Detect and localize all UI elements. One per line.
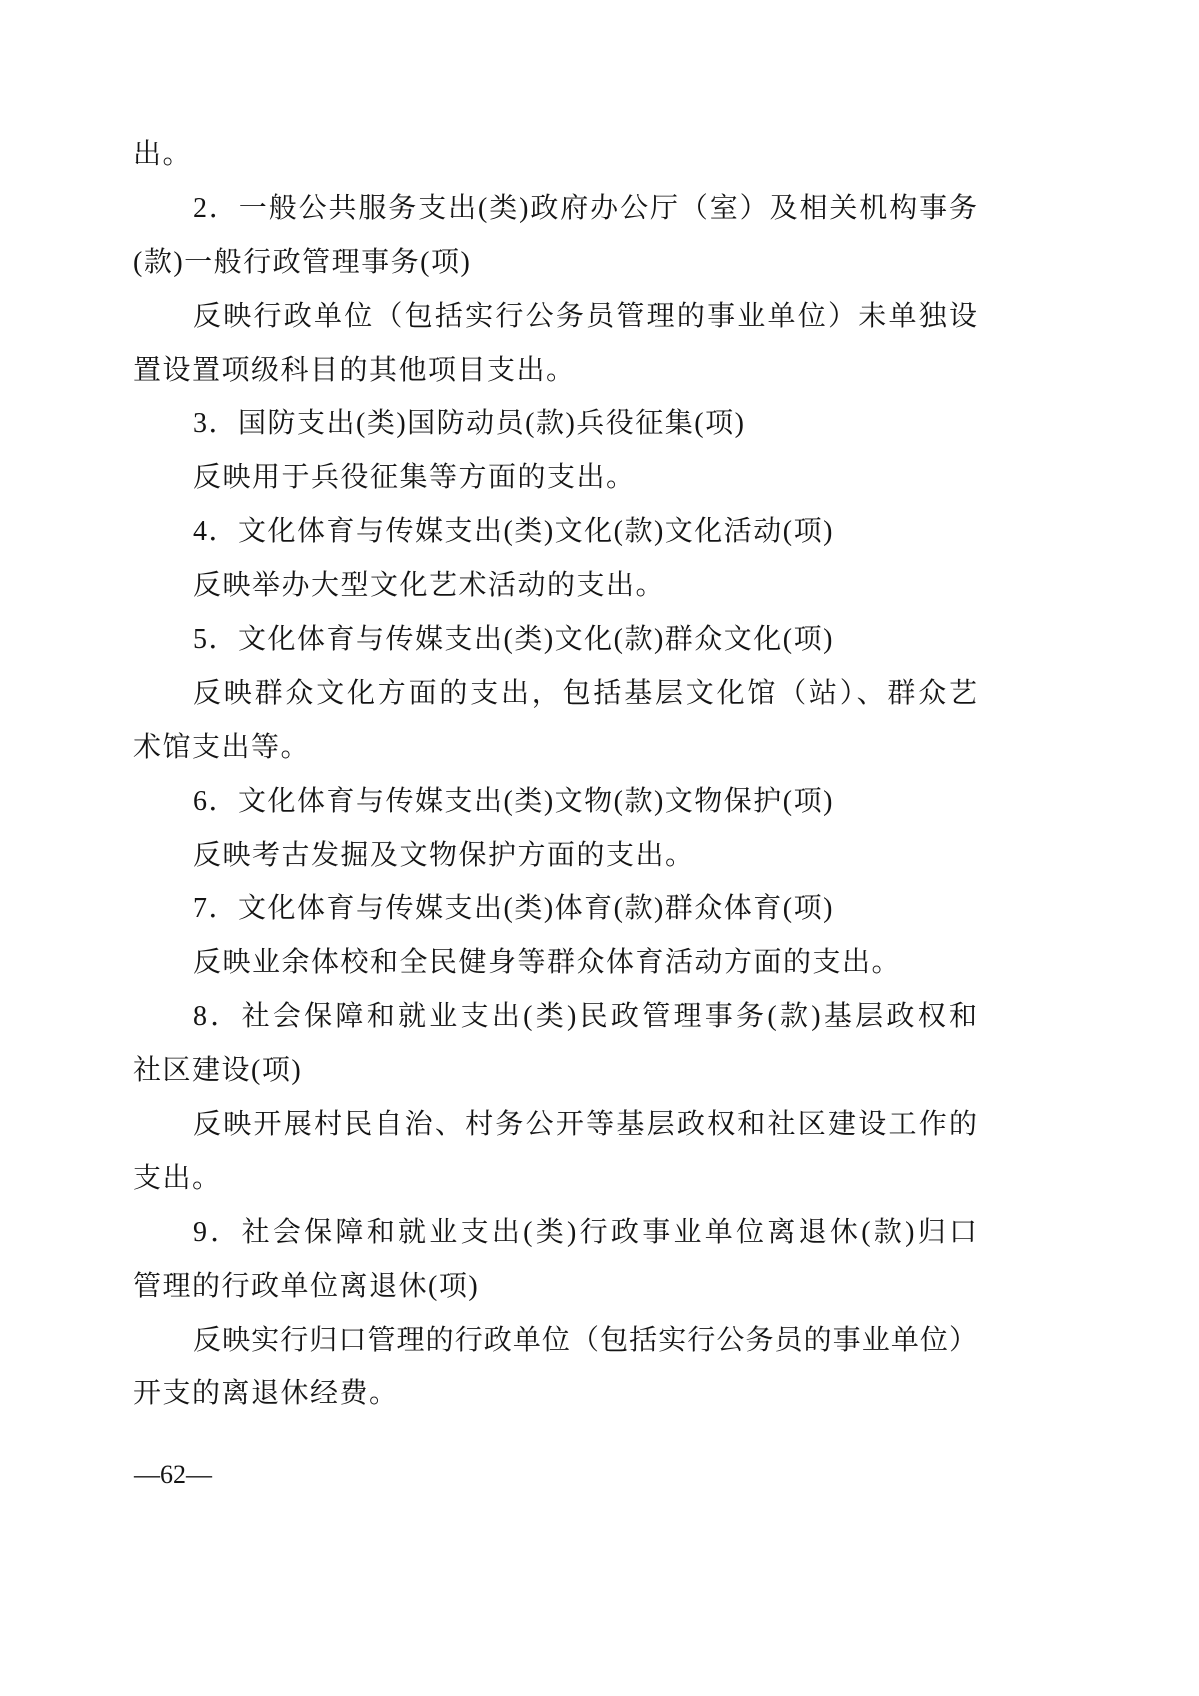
item-heading [133,613,977,667]
text-line: 反映群众文化方面的支出，包括基层文化馆（站）、群众艺 [193,677,977,709]
text-line: 6．文化体育与传媒支出(类)文物(款)文物保护(项) [193,785,834,817]
text-line: 支出。 [133,1162,222,1194]
page-number: —62— [134,1460,212,1489]
text-line: 社区建设(项) [133,1055,303,1087]
text-line: 4．文化体育与传媒支出(类)文化(款)文化活动(项) [193,516,834,548]
item-heading [133,1206,977,1314]
text-line: 管理的行政单位离退休(项) [133,1270,480,1302]
item-heading [133,397,977,451]
text-line: (款)一般行政管理事务(项) [133,246,472,278]
continued-text [133,128,977,182]
page-body [133,128,977,1421]
text-line: 7．文化体育与传媒支出(类)体育(款)群众体育(项) [193,893,834,925]
text-line: 9．社会保障和就业支出(类)行政事业单位离退休(款)归口 [193,1216,977,1248]
item-description [133,559,977,613]
text-line: 反映用于兵役征集等方面的支出。 [193,462,636,494]
text-line: 术馆支出等。 [133,731,311,763]
item-description [133,1098,977,1206]
text-line: 反映实行归口管理的行政单位（包括实行公务员的事业单位） [193,1324,977,1356]
item-description [133,290,977,398]
text-line: 置设置项级科目的其他项目支出。 [133,354,576,386]
text-line: 出。 [133,139,193,170]
text-line: 2．一般公共服务支出(类)政府办公厅（室）及相关机构事务 [193,192,977,224]
item-heading [133,775,977,829]
text-line: 反映举办大型文化艺术活动的支出。 [193,570,666,602]
item-description [133,451,977,505]
text-line: 反映考古发掘及文物保护方面的支出。 [193,839,695,871]
text-line: 8．社会保障和就业支出(类)民政管理事务(款)基层政权和 [193,1001,977,1033]
text-line: 5．文化体育与传媒支出(类)文化(款)群众文化(项) [193,624,834,656]
item-heading [133,505,977,559]
item-heading [133,990,977,1098]
item-description [133,936,977,990]
text-line: 开支的离退休经费。 [133,1378,399,1410]
item-heading [133,182,977,290]
text-line: 反映开展村民自治、村务公开等基层政权和社区建设工作的 [193,1109,977,1141]
item-description [133,829,977,883]
item-description [133,667,977,775]
item-heading [133,882,977,936]
text-line: 3．国防支出(类)国防动员(款)兵役征集(项) [193,408,746,440]
item-description [133,1314,977,1422]
text-line: 反映行政单位（包括实行公务员管理的事业单位）未单独设 [193,300,977,332]
text-line: 反映业余体校和全民健身等群众体育活动方面的支出。 [193,947,902,979]
